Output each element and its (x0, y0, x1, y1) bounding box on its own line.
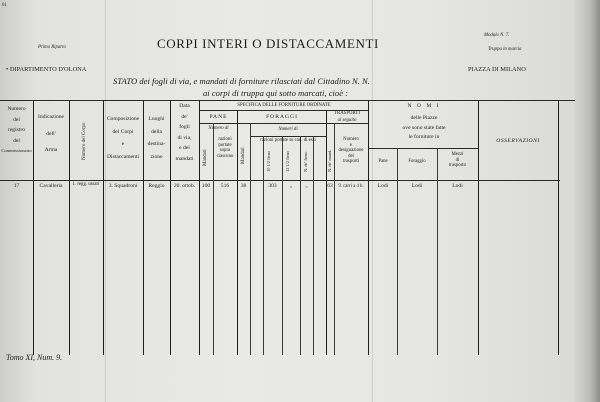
header-text: zione (150, 153, 163, 160)
header-pane-mandati: Mandati (203, 149, 208, 166)
header-text: razioni (218, 137, 232, 142)
header-text: di via, (177, 134, 192, 141)
cell-trasporti-n: 63 (327, 183, 333, 189)
place-label: PIAZZA DI MILANO (468, 66, 526, 73)
header-n-mandati: N. de' mand. (327, 149, 332, 172)
cell-corpo: 1. regg. ussari (72, 182, 100, 187)
table-top-rule (0, 100, 575, 101)
header-text: dei Corpi (112, 128, 134, 135)
cell-data: 20. ottob. (173, 183, 196, 189)
department-text: DIPARTIMENTO D'OLONA (9, 66, 87, 73)
header-osservazioni: OSSERVAZIONI (496, 138, 540, 144)
right-header-modulo: Modulo N. 7. (484, 33, 510, 38)
header-luoghi (143, 116, 170, 160)
page-edge-shadow (574, 0, 600, 402)
col-sep (437, 148, 438, 355)
header-text: Numero (7, 106, 26, 112)
header-text: fogli (179, 124, 190, 130)
header-mezzi-sub (437, 152, 478, 169)
footer-tomo: Tomo XI, Num. 9. (6, 353, 63, 362)
header-text: le forniture in (408, 134, 440, 140)
header-foraggi-mandati: Mandati (241, 147, 246, 164)
cell-composizione: 3. Squadroni (108, 183, 138, 189)
header-sub-foraggi-2: 12 1/2 fieno (285, 150, 290, 172)
header-text: Mezzi (451, 152, 464, 157)
header-text: ciascuno (216, 153, 234, 159)
header-numero-corpo: Numero del Corpo (82, 122, 87, 160)
header-text: di (455, 157, 460, 163)
header-pane-sub: Pane (378, 159, 388, 164)
header-pane-razioni (213, 137, 237, 159)
header-numero-trasporti (334, 137, 368, 165)
header-indicazione-arma (33, 114, 69, 154)
header-text: e (349, 142, 353, 148)
cell-foraggi-c1: „ (289, 183, 293, 189)
left-header: Primo Riparto (38, 45, 66, 50)
cell-lodi-trasporto: Lodi (452, 183, 463, 189)
header-text: e dei (179, 145, 190, 151)
cell-numero: 17 (13, 183, 20, 189)
header-text: registro (7, 127, 26, 133)
header-text: trasporto (448, 163, 467, 169)
subtitle-line-2: ai corpi di truppa qui sotto marcati, cioè : (203, 88, 349, 98)
header-text: dei (348, 153, 354, 159)
header-text: destina- (147, 141, 166, 147)
cell-luogo: Reggio (148, 183, 165, 189)
header-text: della (151, 128, 162, 135)
cell-pane-mandati: 100 (201, 183, 211, 189)
col-sep (282, 136, 283, 355)
header-nomi: N O M I (407, 103, 441, 109)
col-sep (237, 110, 238, 355)
header-text: del (13, 137, 20, 144)
header-foraggi: FORAGGI (266, 114, 298, 120)
header-text: dell' (46, 130, 56, 137)
header-text: designazione (338, 148, 364, 154)
header-text: portate (218, 142, 232, 148)
col-sep (199, 100, 200, 355)
header-text: Luoghi (148, 116, 165, 122)
cell-arma: Cavalleria (39, 183, 63, 189)
header-numeri-di: Numeri di (278, 127, 298, 132)
subtitle-line-1: STATO dei fogli di via, e mandati di forniture rilasciati dal Cittadino N. N. (113, 76, 370, 86)
col-sep (326, 110, 327, 355)
col-sep (69, 100, 70, 355)
header-text: Composizione (106, 116, 140, 122)
page-title: CORPI INTERI O DISTACCAMENTI (157, 36, 379, 51)
header-razioni-foraggi: razioni portate su cad. di essi (260, 138, 316, 143)
cell-foraggi-c2: „ (305, 183, 308, 189)
header-text: e (121, 141, 125, 147)
header-numero-registro (0, 106, 33, 155)
cell-lodi-foraggio: Lodi (411, 183, 423, 189)
right-header-truppa: Truppa in marcia (488, 47, 522, 52)
header-specifica: SPECIFICA DELLE FORNITURE ORDINATE (237, 103, 331, 108)
header-pane: PANE (209, 114, 228, 120)
header-text: Distaccamenti (107, 153, 139, 160)
col-sep (250, 123, 251, 355)
header-text: del (13, 116, 20, 123)
header-text: sopra (219, 148, 231, 154)
header-sub-foraggi-3: N. de' fieno (303, 151, 308, 172)
header-trasporti: TRASPORTI (334, 111, 360, 116)
header-text: Numero (343, 137, 359, 142)
col-sep (313, 136, 314, 355)
header-composizione (103, 116, 143, 160)
header-text: Arma (44, 147, 58, 153)
header-text: trasporti (343, 159, 359, 165)
header-data (170, 103, 199, 162)
header-text: mandati (175, 155, 194, 162)
foraggi-sub-rule (250, 136, 326, 137)
header-text: Commissionario (1, 148, 32, 153)
header-foraggio-sub: Foraggio (408, 159, 426, 164)
cell-lodi-pane: Lodi (377, 183, 389, 189)
paper-fold (105, 0, 106, 402)
header-numero-di: Numero di (208, 126, 229, 131)
corner-mark: 61 (2, 3, 7, 8)
col-sep (300, 136, 301, 355)
col-sep (397, 148, 398, 355)
cell-foraggi-razioni: 303 (268, 183, 277, 189)
header-text: Indicazione (37, 114, 65, 120)
nomi-rule (369, 148, 479, 149)
header-sub-foraggi-1: 10 1/2 fieno (266, 150, 271, 172)
cell-foraggi-mandati: 38 (240, 183, 247, 189)
header-text: delle Piazze (410, 115, 438, 121)
header-al-seguito: al seguito (337, 118, 357, 123)
paper-fold (372, 0, 373, 402)
cell-pane-razioni: 516 (220, 183, 230, 189)
header-text: ove sono state fatte (402, 124, 446, 131)
header-text: Data (179, 103, 190, 109)
cell-trasporti-desc: 9. carri a 4 b. (338, 184, 364, 189)
header-delle-piazze (369, 115, 479, 141)
department-label: • DIPARTIMENTO D'OLONA (6, 66, 87, 73)
col-sep (263, 136, 264, 355)
header-text: de' (181, 113, 188, 120)
col-sep (558, 100, 559, 355)
